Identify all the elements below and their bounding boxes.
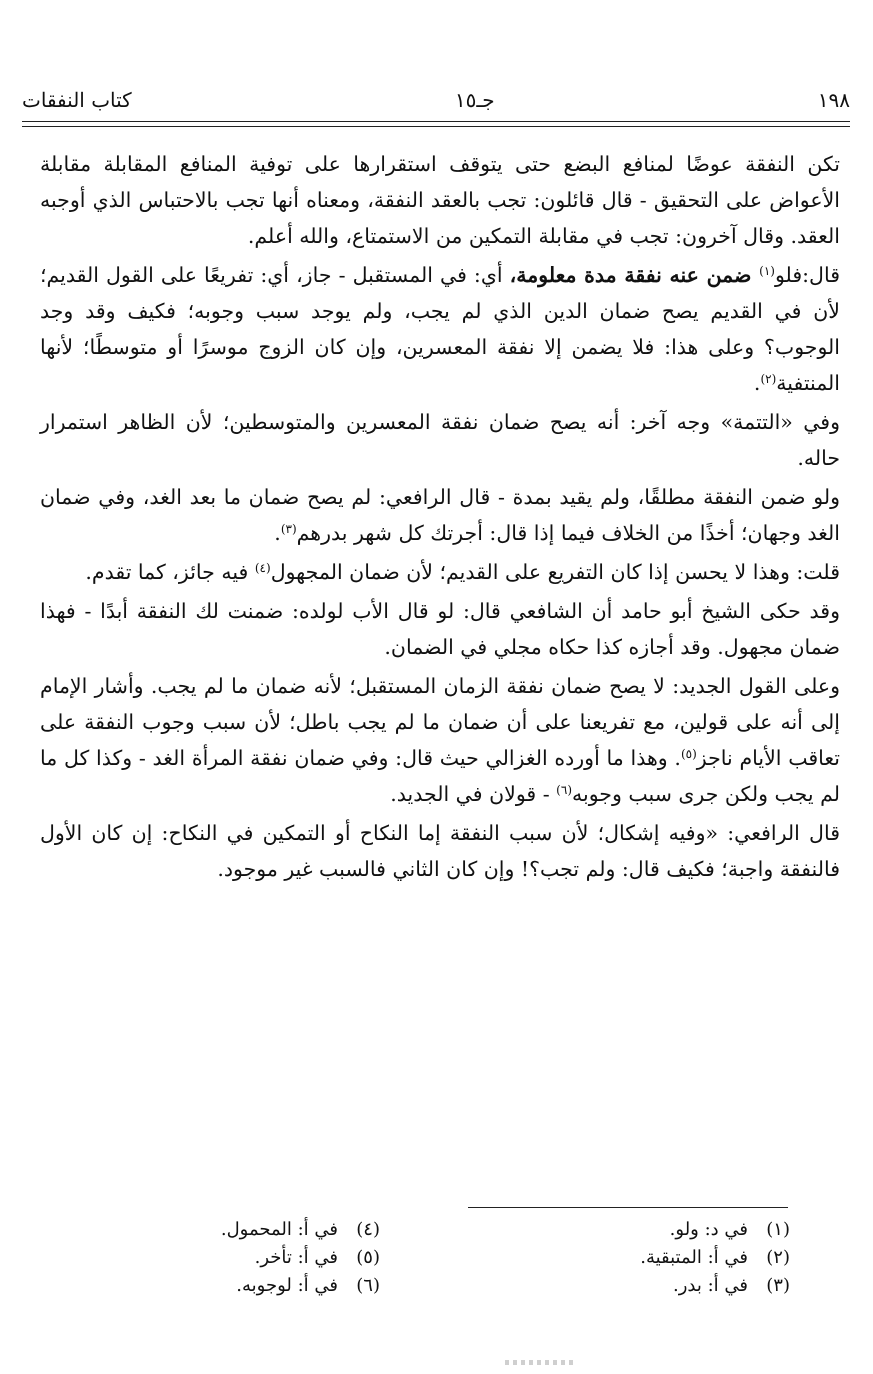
volume-label: جـ١٥ — [454, 88, 495, 112]
matn-quote: ضمن عنه نفقة مدة معلومة، — [509, 263, 760, 287]
header-rule-thin — [22, 126, 850, 127]
footnotes — [40, 1216, 800, 1316]
footnote-ref[interactable]: (١) — [759, 264, 775, 278]
paragraph: وقد حكى الشيخ أبو حامد أن الشافعي قال: لو قال الأب لولده: ضمنت لك النفقة أبدًا - فهذا ضمان مجهول. وقد أجازه كذا حكاه مجلي في الضمان. — [40, 599, 840, 659]
paragraph: قال:فلو$^{(١)}$ ضمن عنه نفقة مدة معلومة، أي: في المستقبل - جاز، أي: تفريعًا على القول القديم؛ لأن في القديم يصح ضمان الدين الذي لم يجب، ولم يوجد سبب وجوبه؛ فكيف وقد وجد الوجوب؟ وعلى هذا: فلا يضمن إلا نفقة المعسرين، وإن كان الزوج موسرًا أو متوسطًا؛ لأنها المنتفية$^{(٢)}$. — [40, 263, 840, 395]
footnote-column-right — [430, 1216, 790, 1300]
footnote-item: (٦)في أ: لوجوبه. — [236, 1275, 380, 1296]
footnote-item: (٤)في أ: المحمول. — [220, 1219, 380, 1240]
paragraph: تكن النفقة عوضًا لمنافع البضع حتى يتوقف استقرارها على توفية المنافع المقابلة مقابلة الأعواض على التحقيق - قال قائلون: تجب بالعقد النفقة، ومعناه أنها تجب بالاحتباس الذي أوجبه العقد. وقال آخرون: تجب في مقابلة التمكين من الاستمتاع، والله أعلم. — [40, 152, 840, 248]
footnote-ref[interactable]: (٤) — [254, 561, 271, 575]
page-number: ١٩٨ — [817, 88, 850, 112]
chapter-title: كتاب النفقات — [22, 88, 132, 112]
footnote-item: (٢)في أ: المتبقية. — [640, 1247, 790, 1268]
footnote-ref[interactable]: (٢) — [760, 372, 777, 386]
main-text — [40, 146, 840, 890]
header-rule-thick — [22, 121, 850, 122]
footnote-column-left — [20, 1216, 380, 1300]
footnote-item: (٥)في أ: تأخر. — [254, 1247, 380, 1268]
paragraph: ولو ضمن النفقة مطلقًا، ولم يقيد بمدة - قال الرافعي: لم يصح ضمان ما بعد الغد، وفي ضمان الغد وجهان؛ أخذًا من الخلاف فيما إذا قال: أجرتك كل شهر بدرهم$^{(٣)}$. — [40, 485, 840, 545]
running-header — [22, 84, 850, 116]
paragraph: وعلى القول الجديد: لا يصح ضمان نفقة الزمان المستقبل؛ لأنه ضمان ما لم يجب. وأشار الإمام إلى أنه على قولين، مع تفريعنا على أن ضمان ما لم يجب باطل؛ لأن سبب وجوب النفقة على تعاقب الأيام ناجز$^{(٥)}$. وهذا ما أورده الغزالي حيث قال: وفي ضمان نفقة المرأة الغد - وكذا كل ما لم يجب ولكن جرى سبب وجوبه$^{(٦)}$ - قولان في الجديد. — [40, 674, 840, 806]
paragraph: قال الرافعي: «وفيه إشكال؛ لأن سبب النفقة إما النكاح أو التمكين في النكاح: إن كان الأول فالنفقة واجبة؛ فكيف قال: ولم تجب؟! وإن كان الثاني فالسبب غير موجود. — [40, 821, 840, 881]
scan-artifact — [505, 1360, 575, 1365]
footnote-ref[interactable]: (٦) — [556, 783, 572, 797]
footnote-item: (٣)في أ: بدر. — [673, 1275, 790, 1296]
footnote-ref[interactable]: (٣) — [280, 522, 297, 536]
footnote-item: (١)في د: ولو. — [669, 1219, 790, 1240]
paragraph: وفي «التتمة» وجه آخر: أنه يصح ضمان نفقة المعسرين والمتوسطين؛ لأن الظاهر استمرار حاله. — [40, 410, 840, 470]
paragraph: قلت: وهذا لا يحسن إذا كان التفريع على القديم؛ لأن ضمان المجهول$^{(٤)}$ فيه جائز، كما تقدم. — [85, 560, 840, 584]
footnote-separator — [468, 1207, 788, 1208]
footnote-ref[interactable]: (٥) — [680, 747, 697, 761]
